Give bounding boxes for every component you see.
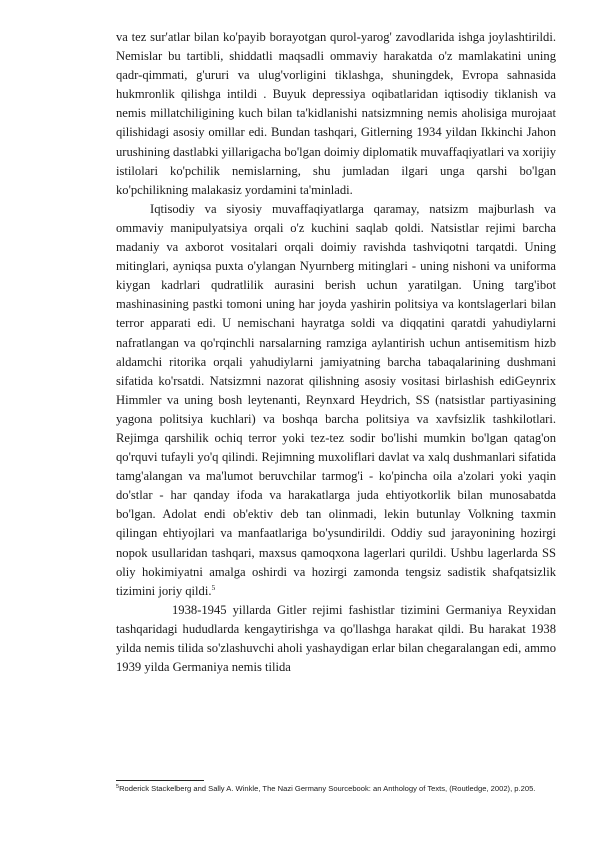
paragraph-2-text: Iqtisodiy va siyosiy muvaffaqiyatlarga qaramay, natsizm majburlash va ommaviy manipulyatsiya orqali o'z kuchini saqlab qoldi. Natsistlar rejimi barcha madaniy va axborot vositalari orqali doimiy ravishda tashviqotni tarqatdi. Uning mitinglari, ayniqsa puxta o'ylangan Nyurnberg mitinglari - uning nishoni va uniforma kiygan kadrlari qudratlilik aurasini berish uchun yaratilgan. Uning targ'ibot mashinasining pastki tomoni uning har joyda yashirin politsiya va kontslagerlari bilan terror apparati edi. U nemischani hayratga soldi va diqqatini qaratdi yahudiylarni nafratlangan va qo'rqinchli narsalarning ramziga aylantirish uchun antisemitism hizb aldamchi ritorika orqali yahudiylarni jamiyatning barcha tabaqalarining dushmani sifatida ko'rsatdi. Natsizmni nazorat qilishning asosiy vositasi birlashish ediGeynrix Himmler va uning bosh leytenanti, Reynxard Heydrich, SS (natsistlar partiyasining yagona politsiya kuchlari) va boshqa barcha politsiya va xavfsizlik tashkilotlari. Rejimga qarshilik ochiq terror yoki tez-tez sodir bo'lishi mumkin bo'lgan qatag'on qo'rquvi tufayli yo'q qilindi. Rejimning muxoliflari davlat va xalq dushmanlari sifatida tamg'alangan va ma'lumot beruvchilar tarmog'i - ko'pincha oila a'zolari yoki yaqin do'stlar - har qanday ifoda va harakatlarga juda ehtiyotkorlik bilan munosabatda bo'lgan. Adolat endi ob'ektiv deb tan olinmadi, lekin butunlay Volkning taxmin qilingan ehtiyojlari va manfaatlariga bo'ysundirildi. Oddiy sud jarayonining hozirgi nopok usullaridan tashqari, maxsus qamoqxona lagerlari qurildi. Ushbu lagerlarda SS oliy hokimiyatni amalga oshirdi va hozirgi zamonda tengsiz sadistik shafqatsizlik tizimini joriy qildi. xyxy=(116,201,556,598)
footnote-reference[interactable]: 5 xyxy=(211,582,216,592)
paragraph-1: va tez sur'atlar bilan ko'payib borayotgan qurol-yarog' zavodlarida ishga joylashtirildi. Nemislar bu tartibli, shiddatli maqsadli ommaviy harakatda o'z mamlakatini uning qadr-qimmati, g'ururi va ulug'vorligini tiklashga, shuningdek, Evropa sahnasida hukmronlik qilishga intildi . Buyuk depressiya oqibatlaridan iqtisodiy tiklanish va nemis millatchiligining kuch bilan ta'kidlanishi natsizmning nemis aholisiga murojaat qilishidagi asosiy omillar edi. Bundan tashqari, Gitlerning 1934 yildan Ikkinchi Jahon urushining dastlabki yillarigacha bo'lgan doimiy diplomatik muvaffaqiyatlari va xorijiy istilolari ko'pchilik nemislarning, shu jumladan ilgari unga qarshi bo'lgan ko'pchilikning malakasiz yordamini ta'minladi. xyxy=(116,30,556,197)
footnote-separator xyxy=(116,780,204,781)
footnote-text: Roderick Stackelberg and Sally A. Winkle, The Nazi Germany Sourcebook: an Anthology of Texts, (Routledge, 2002), p.205. xyxy=(119,784,536,793)
footnote xyxy=(116,783,558,795)
body-text xyxy=(116,28,556,677)
paragraph-2 xyxy=(116,200,556,601)
paragraph-3: 1938-1945 yillarda Gitler rejimi fashistlar tizimini Germaniya Reyxidan tashqaridagi hududlarda kengaytirishga va qo'llashga harakat qildi. Bu harakat 1938 yilda nemis tilida so'zlashuvchi aholi yashaydigan erlar bilan chegaralangan edi, ammo 1939 yilda Germaniya nemis tilida xyxy=(116,602,556,675)
footnote-marker: 5 xyxy=(116,784,120,790)
